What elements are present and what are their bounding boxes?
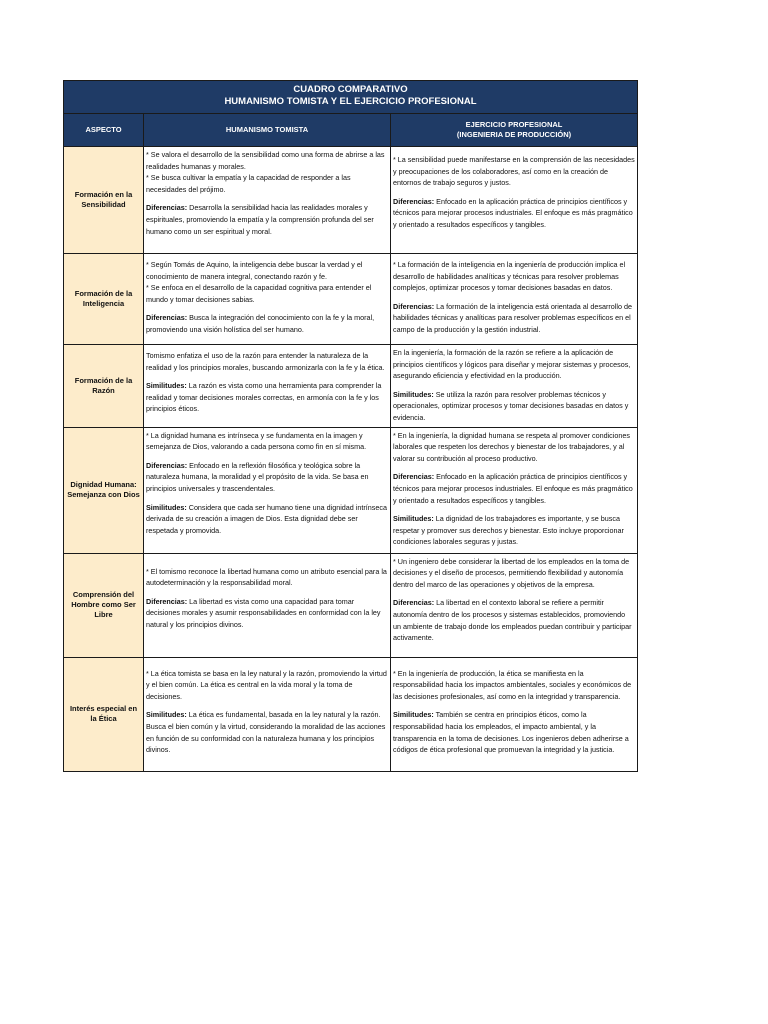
- header-aspect: ASPECTO: [64, 114, 144, 147]
- table-row: [64, 553, 638, 657]
- table-row: [64, 427, 638, 553]
- cell-text: * Según Tomás de Aquino, la inteligencia debe buscar la verdad y el conocimiento de manera integral, conectando razón y fe.: [146, 260, 363, 281]
- comparative-table-container: [63, 80, 637, 772]
- cell-label: Similitudes:: [146, 710, 187, 720]
- cell-label: Diferencias:: [393, 301, 435, 311]
- cell-text: Considera que cada ser humano tiene una dignidad intrínseca derivada de su creación a imagen de Dios. Esta dignidad debe ser respetada y promovida.: [146, 502, 387, 535]
- table-title-row: [64, 81, 638, 114]
- cell-text: * Se enfoca en el desarrollo de la capacidad cognitiva para entender el mundo y tomar decisiones sabias.: [146, 283, 372, 304]
- cell-text: En la ingeniería, la formación de la razón se refiere a la aplicación de principios científicos y lógicos para diseñar y mejorar sistemas y procesos, asegurando eficiencia y efectividad en la producción.: [393, 348, 631, 381]
- cell-text: * La ética tomista se basa en la ley natural y la razón, promoviendo la virtud y el bien común. La ética es central en la vida moral y la toma de decisiones.: [146, 668, 387, 701]
- humanismo-cell: [144, 254, 391, 345]
- table-row: [64, 657, 638, 771]
- cell-text: Tomismo enfatiza el uso de la razón para entender la naturaleza de la realidad y los principios morales, buscando armonizarla con la fe y la ética.: [146, 351, 385, 372]
- ejercicio-cell: [391, 147, 638, 254]
- aspect-cell: Formación de la Inteligencia: [64, 254, 144, 345]
- header-humanismo: HUMANISMO TOMISTA: [144, 114, 391, 147]
- humanismo-cell: [144, 147, 391, 254]
- header-ejercicio: [391, 114, 638, 147]
- cell-label: Similitudes:: [393, 514, 434, 524]
- ejercicio-cell: [391, 427, 638, 553]
- aspect-cell: Formación en la Sensibilidad: [64, 147, 144, 254]
- cell-label: Diferencias:: [146, 596, 188, 606]
- cell-text: * El tomismo reconoce la libertad humana como un atributo esencial para la autodeterminación y la responsabilidad moral.: [146, 566, 387, 588]
- table-title: [64, 81, 638, 114]
- cell-label: Similitudes:: [146, 381, 187, 391]
- cell-text: * Se busca cultivar la empatía y la capacidad de responder a las necesidades del prójimo.: [146, 173, 351, 194]
- cell-text: Se utiliza la razón para resolver problemas técnicos y operacionales, optimizar procesos y tomar decisiones basadas en datos y evidencia.: [393, 389, 629, 422]
- aspect-cell: Formación de la Razón: [64, 345, 144, 428]
- humanismo-cell: [144, 657, 391, 771]
- cell-label: Diferencias:: [146, 313, 188, 323]
- cell-label: Diferencias:: [393, 472, 435, 482]
- cell-text: * Un ingeniero debe considerar la libertad de los empleados en la toma de decisiones y el diseño de procesos, permitiendo flexibilidad y autonomía dentro del marco de las operaciones y objetivos de la empresa.: [393, 556, 630, 589]
- humanismo-cell: [144, 345, 391, 428]
- cell-text: También se centra en principios éticos, como la responsabilidad hacia los empleados, el impacto ambiental, y la transparencia en la toma de decisiones. Los ingenieros deben adherirse a códigos de ética profesional que promuevan la integridad y la justicia.: [393, 710, 629, 755]
- cell-text: Desarrolla la sensibilidad hacia las realidades morales y espirituales, promoviendo la empatía y la comprensión profunda del ser humano como un ser espiritual y moral.: [146, 203, 374, 236]
- cell-label: Similitudes:: [393, 389, 434, 399]
- cell-label: Similitudes:: [393, 710, 434, 720]
- cell-label: Diferencias:: [393, 196, 435, 206]
- column-header-row: [64, 114, 638, 147]
- cell-label: Diferencias:: [146, 203, 188, 213]
- cell-text: La formación de la inteligencia está orientada al desarrollo de habilidades técnicas y analíticas para resolver problemas específicos en el campo de la producción y la gestión industrial.: [393, 301, 632, 334]
- title-line-1: CUADRO COMPARATIVO: [293, 84, 408, 95]
- cell-text: * En la ingeniería de producción, la ética se manifiesta en la responsabilidad hacia los impactos ambientales, sociales y económicos de las decisiones profesionales, así como en la integridad y transparencia.: [393, 668, 632, 701]
- ejercicio-cell: [391, 345, 638, 428]
- title-line-2: HUMANISMO TOMISTA Y EL EJERCICIO PROFESIONAL: [224, 96, 477, 107]
- cell-label: Diferencias:: [146, 460, 188, 470]
- cell-text: La dignidad de los trabajadores es importante, y se busca respetar y promover sus derechos y bienestar. Esto incluye proporcionar condiciones laborales seguras y justas.: [393, 514, 624, 547]
- table-row: [64, 254, 638, 345]
- aspect-cell: Interés especial en la Ética: [64, 657, 144, 771]
- comparative-table: [63, 80, 638, 772]
- humanismo-cell: [144, 553, 391, 657]
- ejercicio-cell: [391, 553, 638, 657]
- aspect-cell: Comprensión del Hombre como Ser Libre: [64, 553, 144, 657]
- cell-label: Similitudes:: [146, 502, 187, 512]
- cell-text: Enfocado en la aplicación práctica de principios científicos y técnicos para mejorar procesos industriales. El enfoque es más pragmático y orientado a resultados específicos y tangibles.: [393, 472, 633, 505]
- cell-text: Busca la integración del conocimiento con la fe y la moral, promoviendo una visión holística del ser humano.: [146, 313, 375, 334]
- cell-text: Enfocado en la aplicación práctica de principios científicos y técnicos para mejorar procesos industriales. El enfoque es más pragmático y orientado a resultados específicos y tangibles.: [393, 196, 633, 229]
- cell-text: Enfocado en la reflexión filosófica y teológica sobre la naturaleza humana, la moralidad y el propósito de la vida. Se basa en principios universales y trascendentales.: [146, 460, 369, 493]
- cell-text: * Se valora el desarrollo de la sensibilidad como una forma de abrirse a las realidades humanas y morales.: [146, 150, 385, 171]
- cell-text: La libertad en el contexto laboral se refiere a permitir autonomía dentro de los procesos y sistemas establecidos, promoviendo un ambiente de trabajo donde los empleados puedan contribuir y participar activamente.: [393, 598, 632, 643]
- table-row: [64, 147, 638, 254]
- cell-text: La ética es fundamental, basada en la ley natural y la razón. Busca el bien común y la virtud, considerando la moralidad de las acciones en función de su conformidad con la naturaleza humana y los principios divinos.: [146, 710, 386, 755]
- ejercicio-cell: [391, 657, 638, 771]
- cell-text: * La formación de la inteligencia en la ingeniería de producción implica el desarrollo de habilidades analíticas y técnicas para resolver problemas complejos, optimizar procesos y tomar decisiones basadas en datos.: [393, 260, 626, 293]
- humanismo-cell: [144, 427, 391, 553]
- cell-text: La libertad es vista como una capacidad para tomar decisiones morales y asumir responsabilidades en conformidad con la ley natural y los principios divinos.: [146, 596, 381, 629]
- cell-text: * La sensibilidad puede manifestarse en la comprensión de las necesidades y preocupaciones de los colaboradores, así como en la creación de entornos de trabajo seguros y justos.: [393, 155, 635, 188]
- aspect-cell: Dignidad Humana: Semejanza con Dios: [64, 427, 144, 553]
- cell-text: * En la ingeniería, la dignidad humana se respeta al promover condiciones laborales que respeten los derechos y bienestar de los trabajadores, y al valorar su contribución al proceso productivo.: [393, 430, 630, 463]
- cell-label: Diferencias:: [393, 598, 435, 608]
- ejercicio-cell: [391, 254, 638, 345]
- cell-text: La razón es vista como una herramienta para comprender la realidad y tomar decisiones morales correctas, en armonía con la fe y los principios éticos.: [146, 381, 382, 414]
- cell-text: * La dignidad humana es intrínseca y se fundamenta en la imagen y semejanza de Dios, valorando a cada persona como fin en sí misma.: [146, 430, 367, 452]
- table-row: [64, 345, 638, 428]
- header-ejercicio-line-1: EJERCICIO PROFESIONAL: [465, 120, 563, 129]
- header-ejercicio-line-2: (INGENIERIA DE PRODUCCIÓN): [456, 130, 572, 139]
